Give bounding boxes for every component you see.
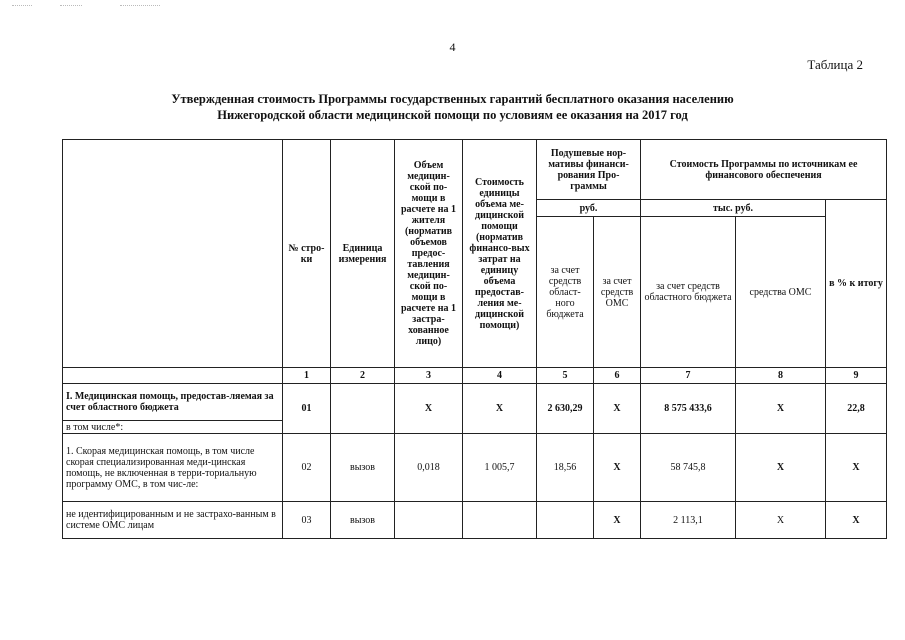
row-name: 1. Скорая медицинская помощь, в том числе скорая специализированная меди-цинская помощь, не включенная в терри-ториальную программу ОМС, в том чис-ле: [63, 434, 283, 502]
header-unit-rub: руб. [537, 200, 641, 217]
row-name: I. Медицинская помощь, предостав-ляемая за счет областного бюджета [63, 384, 283, 421]
column-number: 6 [594, 368, 641, 384]
row-sum-budget: 2 113,1 [641, 502, 736, 539]
row-sum-budget: 8 575 433,6 [641, 384, 736, 434]
row-percent: X [826, 434, 887, 502]
header-oms: за счет средств ОМС [594, 217, 641, 368]
row-cost: 1 005,7 [463, 434, 537, 502]
row-unit: вызов [331, 434, 395, 502]
row-name: не идентифицированным и не застрахо-ванным в системе ОМС лицам [63, 502, 283, 539]
column-number-blank [63, 368, 283, 384]
row-unit: вызов [331, 502, 395, 539]
scan-artifact [120, 5, 160, 6]
table-row [63, 384, 887, 421]
row-per-capita-budget: 18,56 [537, 434, 594, 502]
row-sum-oms: X [736, 384, 826, 434]
column-number: 8 [736, 368, 826, 384]
row-per-capita-budget: 2 630,29 [537, 384, 594, 434]
row-percent: X [826, 502, 887, 539]
row-cost [463, 502, 537, 539]
row-per-capita-oms: X [594, 384, 641, 434]
cost-table [62, 139, 887, 539]
page-number: 4 [449, 40, 456, 54]
scan-artifact [12, 5, 32, 6]
header-name-cell [63, 140, 283, 368]
document-title [0, 91, 905, 123]
column-number: 4 [463, 368, 537, 384]
row-sum-budget: 58 745,8 [641, 434, 736, 502]
row-volume [395, 502, 463, 539]
column-number: 1 [283, 368, 331, 384]
row-volume: 0,018 [395, 434, 463, 502]
header-regional-budget: за счет средств област-ного бюджета [537, 217, 594, 368]
title-line-2: Нижегородской области медицинской помощи по условиям ее оказания на 2017 год [217, 108, 688, 122]
header-unit-thousand-rub: тыс. руб. [641, 200, 826, 217]
table-label: Таблица 2 [807, 57, 863, 72]
row-cost: X [463, 384, 537, 434]
title-line-1: Утвержденная стоимость Программы государственных гарантий бесплатного оказания населению [171, 92, 734, 106]
column-number-row [63, 368, 887, 384]
column-number: 5 [537, 368, 594, 384]
header-volume: Объем медицин-ской по-мощи в расчете на 1 жителя (норматив объемов предос-тавления медицин-ской по-мощи в расчете на 1 застра-хованное лицо) [395, 140, 463, 368]
header-row-number: № стро-ки [283, 140, 331, 368]
row-line-number: 02 [283, 434, 331, 502]
column-number: 7 [641, 368, 736, 384]
header-program-cost: Стоимость Программы по источникам ее финансового обеспечения [641, 140, 887, 200]
header-unit: Единица измерения [331, 140, 395, 368]
header-oms-thousands: средства ОМС [736, 217, 826, 368]
header-per-capita: Подушевые нор-мативы финанси-рования Про-граммы [537, 140, 641, 200]
row-line-number: 03 [283, 502, 331, 539]
column-number: 3 [395, 368, 463, 384]
row-per-capita-oms: X [594, 502, 641, 539]
table-row [63, 434, 887, 502]
row-sum-oms: X [736, 502, 826, 539]
row-volume: X [395, 384, 463, 434]
column-number: 2 [331, 368, 395, 384]
row-unit [331, 384, 395, 434]
row-line-number: 01 [283, 384, 331, 434]
row-per-capita-budget [537, 502, 594, 539]
header-percent: в % к итогу [826, 200, 887, 368]
row-percent: 22,8 [826, 384, 887, 434]
header-regional-budget-thousands: за счет средств областного бюджета [641, 217, 736, 368]
row-sublabel: в том числе*: [63, 421, 283, 434]
scan-artifact [60, 5, 82, 6]
row-per-capita-oms: X [594, 434, 641, 502]
header-unit-cost: Стоимость единицы объема ме-дицинской помощи (норматив финансо-вых затрат на единицу объема предостав-ления ме-дицинской помощи) [463, 140, 537, 368]
column-number: 9 [826, 368, 887, 384]
table-row [63, 502, 887, 539]
row-sum-oms: X [736, 434, 826, 502]
